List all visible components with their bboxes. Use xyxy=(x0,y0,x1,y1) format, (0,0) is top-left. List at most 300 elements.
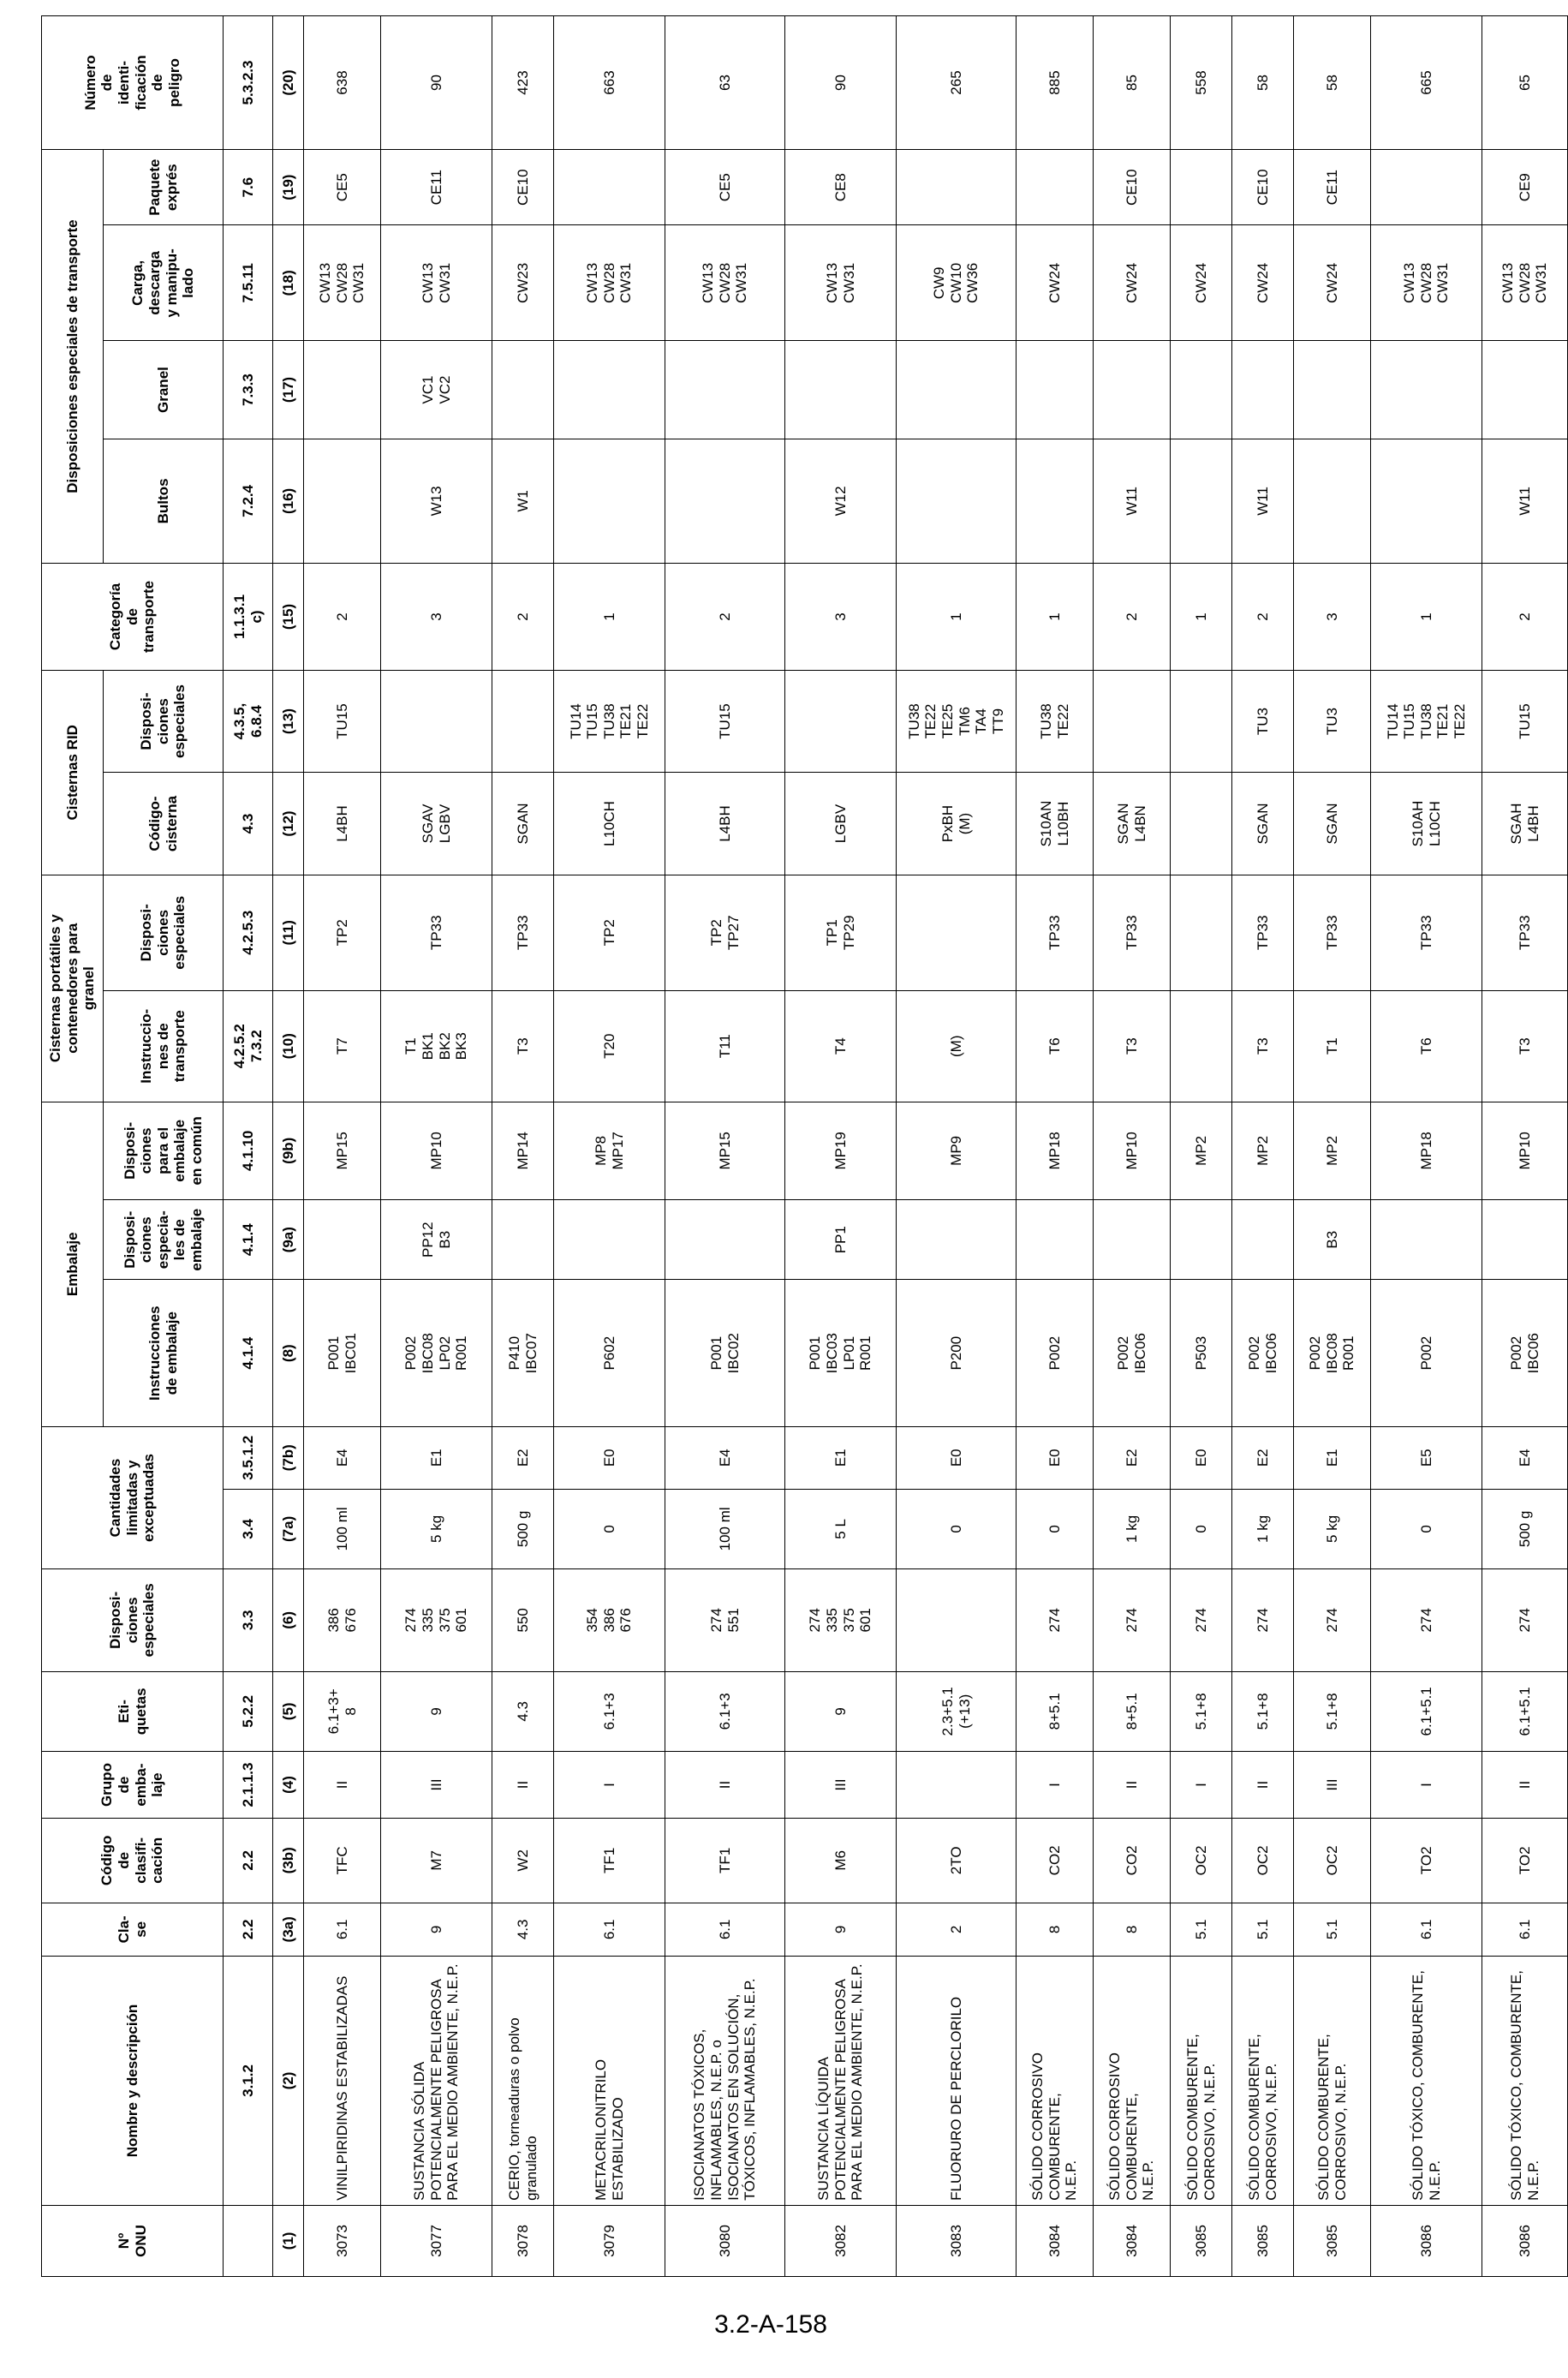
header-mixed-pack: Disposi- ciones para el embalaje en común xyxy=(104,1102,224,1199)
table-cell: MP2 xyxy=(1171,1102,1232,1199)
table-cell: W12 xyxy=(785,439,897,563)
table-cell: TU15 xyxy=(1482,670,1568,772)
table-cell: TO2 xyxy=(1482,1818,1568,1903)
header-express: Paquete exprés xyxy=(104,150,224,225)
table-cell: TU3 xyxy=(1294,670,1371,772)
substance-name-cell: VINILPIRIDINAS ESTABILIZADAS xyxy=(304,1957,381,2206)
header-hazard-id: Número de identi- ficación de peligro xyxy=(42,16,224,150)
table-cell: T4 xyxy=(785,990,897,1102)
table-cell xyxy=(897,341,1017,439)
table-cell: E4 xyxy=(665,1426,785,1489)
table-cell: 8+5.1 xyxy=(1017,1671,1094,1752)
table-cell: CW13 CW31 xyxy=(785,225,897,341)
table-cell: 0 xyxy=(1171,1489,1232,1569)
table-cell: 4.3 xyxy=(492,1671,554,1752)
table-cell: 6.1 xyxy=(665,1903,785,1956)
table-cell: CW13 CW28 CW31 xyxy=(1482,225,1568,341)
table-cell: TFC xyxy=(304,1818,381,1903)
table-cell: III xyxy=(1294,1752,1371,1819)
header-bulk: Granel xyxy=(104,341,224,439)
table-cell: E4 xyxy=(304,1426,381,1489)
substance-name-cell: SUSTANCIA LÍQUIDA POTENCIALMENTE PELIGROSA PARA EL MEDIO AMBIENTE, N.E.P. xyxy=(785,1957,897,2206)
clause-cell: 2.2 xyxy=(224,1818,273,1903)
table-cell: P002 IBC08 LP02 R001 xyxy=(381,1280,492,1426)
un-number-cell: 3077 xyxy=(381,2205,492,2276)
table-cell: 423 xyxy=(492,16,554,150)
column-number-cell: (10) xyxy=(273,990,304,1102)
table-cell: 5.1+8 xyxy=(1294,1671,1371,1752)
dangerous-goods-table xyxy=(41,15,1568,2277)
column-number-cell: (1) xyxy=(273,2205,304,2276)
clause-cell: 7.3.3 xyxy=(224,341,273,439)
substance-name-cell: SÓLIDO COMBURENTE, CORROSIVO, N.E.P. xyxy=(1232,1957,1294,2206)
table-cell: T11 xyxy=(665,990,785,1102)
header-pt-instr: Instruccio- nes de transporte xyxy=(104,990,224,1102)
table-cell: TP1 TP29 xyxy=(785,875,897,990)
table-cell: 1 xyxy=(1171,564,1232,671)
table-cell: 386 676 xyxy=(304,1569,381,1671)
table-cell: 9 xyxy=(381,1671,492,1752)
table-cell: 638 xyxy=(304,16,381,150)
table-cell: 9 xyxy=(785,1903,897,1956)
table-cell: CE11 xyxy=(1294,150,1371,225)
table-cell: TP33 xyxy=(1232,875,1294,990)
table-cell: P002 xyxy=(1017,1280,1094,1426)
table-cell: TU38 TE22 TE25 TM6 TA4 TT9 xyxy=(897,670,1017,772)
table-rotation-wrapper xyxy=(41,15,1550,2277)
table-cell: CW9 CW10 CW36 xyxy=(897,225,1017,341)
column-number-cell: (13) xyxy=(273,670,304,772)
header-rid-tanks: Cisternas RID xyxy=(42,670,104,875)
column-number-row xyxy=(273,16,304,2277)
table-cell: 274 335 375 601 xyxy=(381,1569,492,1671)
table-cell: MP8 MP17 xyxy=(554,1102,665,1199)
table-row xyxy=(1294,16,1371,2277)
table-cell: TP33 xyxy=(381,875,492,990)
table-cell: W13 xyxy=(381,439,492,563)
un-number-cell: 3082 xyxy=(785,2205,897,2276)
page-number: 3.2-A-158 xyxy=(714,2310,827,2339)
table-cell: 5 kg xyxy=(381,1489,492,1569)
table-cell: E2 xyxy=(1232,1426,1294,1489)
table-cell: W1 xyxy=(492,439,554,563)
table-cell: I xyxy=(1171,1752,1232,1819)
table-cell xyxy=(1171,1199,1232,1280)
table-cell: 90 xyxy=(785,16,897,150)
clause-cell xyxy=(224,2205,273,2276)
table-cell: III xyxy=(785,1752,897,1819)
table-cell: T6 xyxy=(1371,990,1482,1102)
un-number-cell: 3073 xyxy=(304,2205,381,2276)
table-cell: CO2 xyxy=(1017,1818,1094,1903)
table-cell: CW13 CW31 xyxy=(381,225,492,341)
table-cell: 274 xyxy=(1371,1569,1482,1671)
column-number-cell: (7a) xyxy=(273,1489,304,1569)
table-cell: MP18 xyxy=(1017,1102,1094,1199)
table-cell: MP10 xyxy=(1094,1102,1171,1199)
table-cell: I xyxy=(554,1752,665,1819)
clause-cell: 5.2.2 xyxy=(224,1671,273,1752)
table-cell xyxy=(897,1199,1017,1280)
table-cell: CE8 xyxy=(785,150,897,225)
table-cell: S10AH L10CH xyxy=(1371,773,1482,875)
column-number-cell: (3b) xyxy=(273,1818,304,1903)
table-cell: 100 ml xyxy=(665,1489,785,1569)
table-cell: PP1 xyxy=(785,1199,897,1280)
column-number-cell: (19) xyxy=(273,150,304,225)
table-cell xyxy=(897,1569,1017,1671)
table-cell xyxy=(1017,341,1094,439)
table-cell xyxy=(1017,439,1094,563)
header-row-1 xyxy=(42,16,104,2277)
table-cell: CE10 xyxy=(1232,150,1294,225)
table-cell: T3 xyxy=(1094,990,1171,1102)
table-cell: (M) xyxy=(897,990,1017,1102)
table-cell: P503 xyxy=(1171,1280,1232,1426)
clause-cell: 5.3.2.3 xyxy=(224,16,273,150)
table-cell: 5.1 xyxy=(1294,1903,1371,1956)
substance-name-cell: ISOCIANATOS TÓXICOS, INFLAMABLES, N.E.P. o ISOCIANATOS EN SOLUCIÓN, TÓXICOS, INFLAMABLES, N.E.P. xyxy=(665,1957,785,2206)
table-cell xyxy=(492,670,554,772)
table-cell: E2 xyxy=(1094,1426,1171,1489)
table-cell: TP2 xyxy=(304,875,381,990)
table-cell: 1 xyxy=(1371,564,1482,671)
table-row xyxy=(1371,16,1482,2277)
header-limited-qty: Cantidades limitadas y exceptuadas xyxy=(42,1426,224,1568)
table-cell xyxy=(1094,341,1171,439)
header-class: Cla- se xyxy=(42,1903,224,1956)
table-cell: CE11 xyxy=(381,150,492,225)
table-cell: MP15 xyxy=(304,1102,381,1199)
column-number-cell: (9a) xyxy=(273,1199,304,1280)
rotated-page xyxy=(41,15,1550,2277)
table-cell: 58 xyxy=(1294,16,1371,150)
table-cell: CE9 xyxy=(1482,150,1568,225)
table-cell xyxy=(1171,773,1232,875)
table-cell: CW24 xyxy=(1171,225,1232,341)
table-cell: MP15 xyxy=(665,1102,785,1199)
table-cell: CW13 CW28 CW31 xyxy=(554,225,665,341)
substance-name-cell: SÓLIDO TÓXICO, COMBURENTE, N.E.P. xyxy=(1482,1957,1568,2206)
table-cell: MP9 xyxy=(897,1102,1017,1199)
table-cell: L4BH xyxy=(304,773,381,875)
table-cell: 274 xyxy=(1294,1569,1371,1671)
table-cell xyxy=(665,1199,785,1280)
table-cell xyxy=(1371,341,1482,439)
clause-cell: 7.6 xyxy=(224,150,273,225)
header-pack-special: Disposi- ciones especia- les de embalaje xyxy=(104,1199,224,1280)
table-cell: MP14 xyxy=(492,1102,554,1199)
table-cell: 6.1 xyxy=(1482,1903,1568,1956)
table-cell xyxy=(304,439,381,563)
table-cell xyxy=(1017,150,1094,225)
table-cell: 6.1+5.1 xyxy=(1371,1671,1482,1752)
table-cell: 3 xyxy=(381,564,492,671)
table-cell: PP12 B3 xyxy=(381,1199,492,1280)
table-cell: 90 xyxy=(381,16,492,150)
table-cell: 6.1 xyxy=(1371,1903,1482,1956)
header-name: Nombre y descripción xyxy=(42,1957,224,2206)
table-cell: 1 xyxy=(554,564,665,671)
table-row xyxy=(381,16,492,2277)
table-cell: P002 IBC06 xyxy=(1094,1280,1171,1426)
column-number-cell: (3a) xyxy=(273,1903,304,1956)
table-cell: TF1 xyxy=(554,1818,665,1903)
table-cell: 500 g xyxy=(492,1489,554,1569)
table-cell: P002 IBC06 xyxy=(1232,1280,1294,1426)
table-cell: 665 xyxy=(1371,16,1482,150)
table-row xyxy=(1482,16,1568,2277)
table-cell: 5 L xyxy=(785,1489,897,1569)
table-cell: P001 IBC01 xyxy=(304,1280,381,1426)
column-number-cell: (7b) xyxy=(273,1426,304,1489)
table-cell: 6.1+3+ 8 xyxy=(304,1671,381,1752)
table-cell: 558 xyxy=(1171,16,1232,150)
table-cell: T20 xyxy=(554,990,665,1102)
table-cell: W2 xyxy=(492,1818,554,1903)
column-number-cell: (2) xyxy=(273,1957,304,2206)
table-cell: CW13 CW28 CW31 xyxy=(304,225,381,341)
table-cell: E0 xyxy=(1171,1426,1232,1489)
table-cell: SGAH L4BH xyxy=(1482,773,1568,875)
column-number-cell: (5) xyxy=(273,1671,304,1752)
table-cell: T3 xyxy=(1482,990,1568,1102)
table-cell: M6 xyxy=(785,1818,897,1903)
table-cell: CW24 xyxy=(1094,225,1171,341)
table-cell: SGAN xyxy=(1294,773,1371,875)
header-pt-special: Disposi- ciones especiales xyxy=(104,875,224,990)
table-cell: E2 xyxy=(492,1426,554,1489)
un-number-cell: 3086 xyxy=(1371,2205,1482,2276)
table-cell xyxy=(1294,439,1371,563)
table-cell: TF1 xyxy=(665,1818,785,1903)
un-number-cell: 3085 xyxy=(1171,2205,1232,2276)
table-cell: MP2 xyxy=(1232,1102,1294,1199)
table-cell: L10CH xyxy=(554,773,665,875)
header-tank-special: Disposi- ciones especiales xyxy=(104,670,224,772)
table-cell xyxy=(1371,439,1482,563)
clause-cell: 4.1.4 xyxy=(224,1280,273,1426)
table-cell: 6.1+3 xyxy=(554,1671,665,1752)
table-cell: 2 xyxy=(1232,564,1294,671)
substance-name-cell: SÓLIDO TÓXICO, COMBURENTE, N.E.P. xyxy=(1371,1957,1482,2206)
table-cell: P002 IBC06 xyxy=(1482,1280,1568,1426)
table-cell: TU15 xyxy=(665,670,785,772)
table-cell: TP33 xyxy=(1371,875,1482,990)
table-cell: II xyxy=(1232,1752,1294,1819)
table-cell: TP33 xyxy=(1482,875,1568,990)
table-cell xyxy=(1171,439,1232,563)
un-number-cell: 3084 xyxy=(1017,2205,1094,2276)
table-cell: 58 xyxy=(1232,16,1294,150)
table-cell: TP33 xyxy=(1017,875,1094,990)
table-cell: 4.3 xyxy=(492,1903,554,1956)
header-labels: Eti- quetas xyxy=(42,1671,224,1752)
table-cell: T3 xyxy=(492,990,554,1102)
table-cell: 1 kg xyxy=(1232,1489,1294,1569)
table-cell: II xyxy=(665,1752,785,1819)
substance-name-cell: CERIO, torneaduras o polvo granulado xyxy=(492,1957,554,2206)
table-cell: 5.1 xyxy=(1232,1903,1294,1956)
header-transport-category: Categoría de transporte xyxy=(42,564,224,671)
clause-cell: 2.1.1.3 xyxy=(224,1752,273,1819)
column-number-cell: (18) xyxy=(273,225,304,341)
table-cell: 274 xyxy=(1094,1569,1171,1671)
table-cell: 274 xyxy=(1232,1569,1294,1671)
table-cell xyxy=(1171,990,1232,1102)
table-cell xyxy=(381,670,492,772)
table-row xyxy=(1017,16,1094,2277)
header-special-provisions: Disposi- ciones especiales xyxy=(42,1569,224,1671)
clause-cell: 4.1.10 xyxy=(224,1102,273,1199)
clause-cell: 4.2.5.3 xyxy=(224,875,273,990)
table-cell: MP2 xyxy=(1294,1102,1371,1199)
clause-cell: 4.2.5.2 7.3.2 xyxy=(224,990,273,1102)
column-number-cell: (4) xyxy=(273,1752,304,1819)
table-cell: 6.1 xyxy=(554,1903,665,1956)
table-cell xyxy=(897,875,1017,990)
clause-cell: 3.4 xyxy=(224,1489,273,1569)
table-cell: S10AN L10BH xyxy=(1017,773,1094,875)
table-cell: 550 xyxy=(492,1569,554,1671)
clause-cell: 4.3 xyxy=(224,773,273,875)
table-cell: SGAV LGBV xyxy=(381,773,492,875)
table-cell: LGBV xyxy=(785,773,897,875)
table-row xyxy=(1171,16,1232,2277)
table-cell: 0 xyxy=(897,1489,1017,1569)
clause-cell: 4.1.4 xyxy=(224,1199,273,1280)
clause-cell: 3.1.2 xyxy=(224,1957,273,2206)
table-cell: 0 xyxy=(554,1489,665,1569)
table-cell: 5 kg xyxy=(1294,1489,1371,1569)
table-cell xyxy=(1094,1199,1171,1280)
table-cell: II xyxy=(1482,1752,1568,1819)
table-cell: CE5 xyxy=(304,150,381,225)
table-cell: CE10 xyxy=(492,150,554,225)
table-cell: MP10 xyxy=(381,1102,492,1199)
table-cell: 6.1+5.1 xyxy=(1482,1671,1568,1752)
table-cell: 354 386 676 xyxy=(554,1569,665,1671)
table-cell xyxy=(304,341,381,439)
table-cell: TU38 TE22 xyxy=(1017,670,1094,772)
table-cell: P602 xyxy=(554,1280,665,1426)
substance-name-cell: SÓLIDO CORROSIVO COMBURENTE, N.E.P. xyxy=(1017,1957,1094,2206)
table-cell xyxy=(492,1199,554,1280)
table-cell: E1 xyxy=(785,1426,897,1489)
table-cell: E4 xyxy=(1482,1426,1568,1489)
header-un-no: Nº ONU xyxy=(42,2205,224,2276)
table-cell xyxy=(1232,341,1294,439)
table-cell: 63 xyxy=(665,16,785,150)
table-cell: 274 335 375 601 xyxy=(785,1569,897,1671)
table-row xyxy=(492,16,554,2277)
table-cell xyxy=(897,150,1017,225)
table-cell: 1 xyxy=(1017,564,1094,671)
table-cell xyxy=(554,439,665,563)
table-cell: SGAN xyxy=(492,773,554,875)
table-cell: P002 IBC08 R001 xyxy=(1294,1280,1371,1426)
clause-cell: 3.5.1.2 xyxy=(224,1426,273,1489)
table-row xyxy=(665,16,785,2277)
table-cell: 500 g xyxy=(1482,1489,1568,1569)
table-cell: VC1 VC2 xyxy=(381,341,492,439)
table-cell: 0 xyxy=(1017,1489,1094,1569)
table-cell xyxy=(554,341,665,439)
table-cell: I xyxy=(1371,1752,1482,1819)
table-cell: SGAN xyxy=(1232,773,1294,875)
table-cell xyxy=(897,439,1017,563)
header-loading: Carga, descarga y manipu- lado xyxy=(104,225,224,341)
table-cell: L4BH xyxy=(665,773,785,875)
table-row xyxy=(897,16,1017,2277)
table-row xyxy=(554,16,665,2277)
table-cell: TU14 TU15 TU38 TE21 TE22 xyxy=(1371,670,1482,772)
table-cell xyxy=(1171,150,1232,225)
table-cell: M7 xyxy=(381,1818,492,1903)
table-cell: TP33 xyxy=(492,875,554,990)
column-number-cell: (6) xyxy=(273,1569,304,1671)
table-cell xyxy=(785,341,897,439)
table-cell xyxy=(1171,670,1232,772)
un-number-cell: 3085 xyxy=(1232,2205,1294,2276)
substance-name-cell: SUSTANCIA SÓLIDA POTENCIALMENTE PELIGROSA PARA EL MEDIO AMBIENTE, N.E.P. xyxy=(381,1957,492,2206)
table-row xyxy=(304,16,381,2277)
table-cell: P001 IBC03 LP01 R001 xyxy=(785,1280,897,1426)
substance-name-cell: SÓLIDO COMBURENTE, CORROSIVO, N.E.P. xyxy=(1171,1957,1232,2206)
table-cell: 265 xyxy=(897,16,1017,150)
column-number-cell: (17) xyxy=(273,341,304,439)
table-cell: W11 xyxy=(1094,439,1171,563)
table-cell: T1 xyxy=(1294,990,1371,1102)
header-special-transport: Disposiciones especiales de transporte xyxy=(42,150,104,564)
header-pack-instr: Instrucciones de embalaje xyxy=(104,1280,224,1426)
table-cell: II xyxy=(304,1752,381,1819)
table-cell xyxy=(897,1752,1017,1819)
un-number-cell: 3078 xyxy=(492,2205,554,2276)
table-cell: I xyxy=(1017,1752,1094,1819)
header-packaging: Embalaje xyxy=(42,1102,104,1426)
table-cell: 1 kg xyxy=(1094,1489,1171,1569)
table-cell xyxy=(1171,341,1232,439)
table-cell: MP19 xyxy=(785,1102,897,1199)
table-cell: 2 xyxy=(1482,564,1568,671)
table-cell: W11 xyxy=(1482,439,1568,563)
table-body xyxy=(304,16,1568,2277)
table-cell: CW13 CW28 CW31 xyxy=(1371,225,1482,341)
table-cell: E0 xyxy=(897,1426,1017,1489)
table-cell: W11 xyxy=(1232,439,1294,563)
un-number-cell: 3080 xyxy=(665,2205,785,2276)
table-cell: T1 BK1 BK2 BK3 xyxy=(381,990,492,1102)
table-cell: 5.1+8 xyxy=(1232,1671,1294,1752)
substance-name-cell: METACRILONITRILO ESTABILIZADO xyxy=(554,1957,665,2206)
table-cell xyxy=(1171,875,1232,990)
table-cell xyxy=(1482,341,1568,439)
table-cell: III xyxy=(381,1752,492,1819)
table-cell: E0 xyxy=(554,1426,665,1489)
table-cell: SGAN L4BN xyxy=(1094,773,1171,875)
table-cell: 3 xyxy=(1294,564,1371,671)
table-cell xyxy=(1094,670,1171,772)
table-cell: CE5 xyxy=(665,150,785,225)
table-cell: T6 xyxy=(1017,990,1094,1102)
table-cell: E1 xyxy=(1294,1426,1371,1489)
column-number-cell: (20) xyxy=(273,16,304,150)
table-cell: 3 xyxy=(785,564,897,671)
table-cell: 274 xyxy=(1017,1569,1094,1671)
table-cell: CW13 CW28 CW31 xyxy=(665,225,785,341)
table-cell: 274 551 xyxy=(665,1569,785,1671)
